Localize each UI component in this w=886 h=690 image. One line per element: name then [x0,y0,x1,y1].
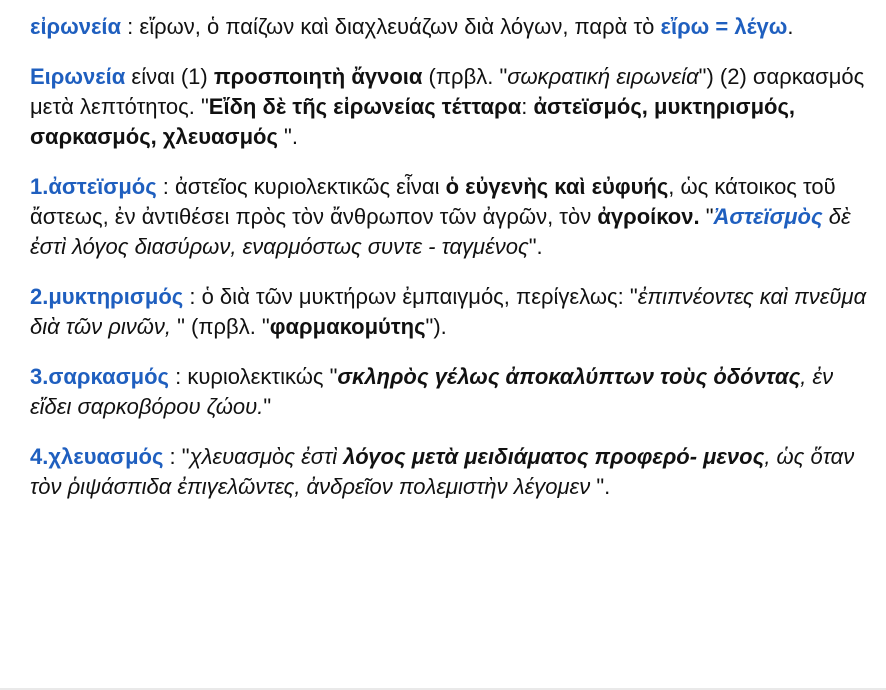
term-asteismos: 1.ἀστεϊσμός [30,174,157,199]
italic-phrase: χλευασμὸς ἐστὶ [189,444,344,469]
bold-italic-phrase: σκληρὸς γέλως ἀποκαλύπτων τοὺς ὀδόντας [337,364,801,389]
term-sarkasmos: 3.σαρκασμός [30,364,169,389]
paragraph-eironeia-definition [30,62,872,152]
text: " [263,394,272,419]
bold-phrase: προσποιητὴ ἄγνοια [213,64,423,89]
text: . [787,14,794,39]
paragraph-sarkasmos [30,362,872,422]
paragraph-asteismos [30,172,872,262]
text: : " [163,444,190,469]
term-chleuasmos: 4.χλευασμός [30,444,164,469]
text: ") (2) σαρκασμός μετὰ λεπτότητος. " [30,64,865,119]
text: (πρβλ. " [422,64,508,89]
term-eironeia: εἰρωνεία [30,14,122,39]
bold-phrase: ἀστεϊσμός, μυκτηρισμός, σαρκασμός, χλευασμός [30,94,796,149]
paragraph-chleuasmos [30,442,872,502]
text: ". [590,474,611,499]
text: : ὁ διὰ τῶν μυκτήρων ἐμπαιγμός, περίγελως: " [183,284,638,309]
text: ". [528,234,543,259]
text: : [521,94,534,119]
text: : κυριολεκτικώς " [168,364,338,389]
paragraph-myktirismos [30,282,872,342]
text: "). [425,314,447,339]
italic-phrase: ἐπιπνέοντες καὶ πνεῦμα διὰ τῶν ρινῶν, [30,284,867,339]
term-myktirismos: 2.μυκτηρισμός [30,284,184,309]
term-eironeia-capital: Ειρωνεία [30,64,126,89]
bold-italic-phrase: λόγος μετὰ μειδιάματος προφερό- μενος [343,444,765,469]
italic-phrase: , ἐν εἴδει σαρκοβόρου ζώου. [30,364,834,419]
text: " [699,204,714,229]
paragraph-eironeia-etymology [30,12,872,42]
text: ". [277,124,298,149]
text: είναι (1) [125,64,214,89]
root-word: εἴρω = λέγω [660,14,788,39]
bold-phrase: φαρμακομύτης [269,314,426,339]
italic-phrase: σωκρατική ειρωνεία [507,64,699,89]
text: , ὡς κάτοικος τοῦ ἄστεως, ἐν ἀντιθέσει πρὸς τὸν ἄνθρωπον τῶν ἀγρῶν, τὸν [30,174,836,229]
italic-phrase: , ὡς ὅταν τὸν ῥιψάσπιδα ἐπιγελῶντες, ἀνδρεῖον πολεμιστὴν λέγομεν [30,444,855,499]
text: : ἀστεῖος κυριολεκτικῶς εἶναι [156,174,446,199]
bold-phrase: Εἴδη δὲ τῆς εἰρωνείας τέτταρα [208,94,522,119]
bold-phrase: ὁ εὐγενὴς καὶ εὐφυής [445,174,669,199]
text: " (πρβλ. " [170,314,270,339]
bold-italic-term: Ἀστεϊσμὸς [713,204,823,229]
italic-phrase: δὲ ἐστὶ λόγος διασύρων, εναρμόστως συντε - ταγμένος [30,204,851,259]
text: : εἴρων, ὁ παίζων καὶ διαχλευάζων διὰ λόγων, παρὰ τὸ [121,14,661,39]
bold-phrase: ἀγροίκον. [597,204,700,229]
